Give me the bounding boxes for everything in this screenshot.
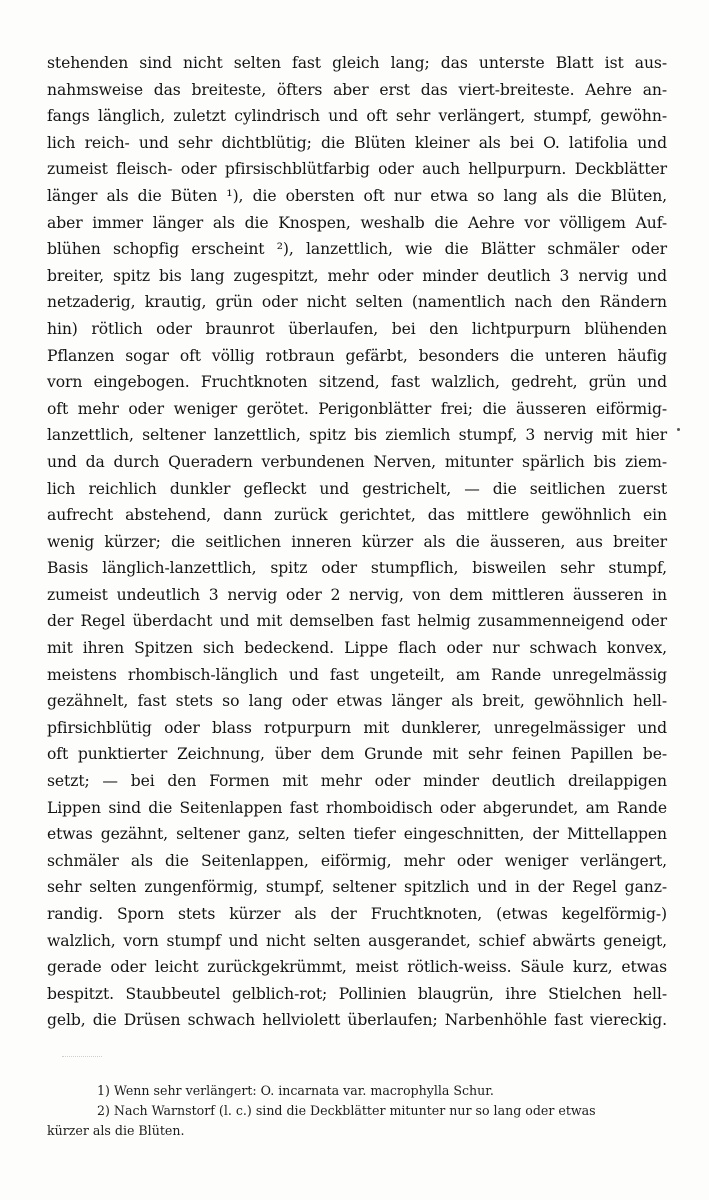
body-text xyxy=(47,50,667,1034)
text-line: oft punktierter Zeichnung, über dem Grunde mit sehr feinen Papillen be- xyxy=(47,745,667,764)
text-line: breiter, spitz bis lang zugespitzt, mehr oder minder deutlich 3 nervig und xyxy=(47,266,667,285)
text-line: bespitzt. Staubbeutel gelblich-rot; Pollinien blaugrün, ihre Stielchen hell- xyxy=(47,984,667,1003)
text-line: randig. Sporn stets kürzer als der Fruchtknoten, (etwas kegelförmig-) xyxy=(47,905,667,923)
text-line: aber immer länger als die Knospen, weshalb die Aehre vor völligem Auf- xyxy=(47,213,667,232)
text-line: lich reichlich dunkler gefleckt und gestrichelt, — die seitlichen zuerst xyxy=(47,479,667,498)
text-line: Pflanzen sogar oft völlig rotbraun gefärbt, besonders die unteren häufig xyxy=(47,346,667,365)
text-line: nahmsweise das breiteste, öfters aber erst das viert-breiteste. Aehre an- xyxy=(47,80,667,99)
text-line: hin) rötlich oder braunrot überlaufen, bei den lichtpurpurn blühenden xyxy=(47,319,667,338)
text-line: der Regel überdacht und mit demselben fast helmig zusammenneigend oder xyxy=(47,612,667,631)
text-line: und da durch Queradern verbundenen Nerven, mitunter spärlich bis ziem- xyxy=(47,452,667,471)
text-line: blühen schopfig erscheint ²), lanzettlich, wie die Blätter schmäler oder xyxy=(47,240,667,259)
footnote-1: 1) Wenn sehr verlängert: O. incarnata var. macrophylla Schur. xyxy=(97,1083,494,1098)
footnote-2-continued: kürzer als die Blüten. xyxy=(47,1123,185,1138)
text-line: wenig kürzer; die seitlichen inneren kürzer als die äusseren, aus breiter xyxy=(47,532,667,551)
text-line: sehr selten zungenförmig, stumpf, seltener spitzlich und in der Regel ganz- xyxy=(47,878,667,897)
text-line: Basis länglich-lanzettlich, spitz oder stumpflich, bisweilen sehr stumpf, xyxy=(47,559,667,578)
text-line: lich reich- und sehr dichtblütig; die Blüten kleiner als bei O. latifolia und xyxy=(47,133,667,152)
separator xyxy=(62,1056,102,1059)
text-line: länger als die Büten ¹), die obersten oft nur etwa so lang als die Blüten, xyxy=(47,186,667,205)
footnotes xyxy=(47,1081,697,1141)
text-line: vorn eingebogen. Fruchtknoten sitzend, fast walzlich, gedreht, grün und xyxy=(47,373,667,392)
text-line: schmäler als die Seitenlappen, eiförmig, mehr oder weniger verlängert, xyxy=(47,851,667,870)
text-line: setzt; — bei den Formen mit mehr oder minder deutlich dreilappigen xyxy=(47,772,667,791)
text-line: oft mehr oder weniger gerötet. Perigonblätter frei; die äusseren eiförmig- xyxy=(47,399,667,418)
text-line: etwas gezähnt, seltener ganz, selten tiefer eingeschnitten, der Mittellappen xyxy=(47,825,667,844)
text-line: gelb, die Drüsen schwach hellviolett überlaufen; Narbenhöhle fast viereckig. xyxy=(47,1011,667,1030)
text-line: walzlich, vorn stumpf und nicht selten ausgerandet, schief abwärts geneigt, xyxy=(47,931,667,950)
text-line: meistens rhombisch-länglich und fast ungeteilt, am Rande unregelmässig xyxy=(47,665,667,684)
text-line: stehenden sind nicht selten fast gleich lang; das unterste Blatt ist aus- xyxy=(47,54,667,72)
text-line: lanzettlich, seltener lanzettlich, spitz bis ziemlich stumpf, 3 nervig mit hier xyxy=(47,426,667,445)
text-line: fangs länglich, zuletzt cylindrisch und oft sehr verlängert, stumpf, gewöhn- xyxy=(47,107,667,126)
text-line: Lippen sind die Seitenlappen fast rhomboidisch oder abgerundet, am Rande xyxy=(47,798,667,817)
text-line: mit ihren Spitzen sich bedeckend. Lippe flach oder nur schwach konvex, xyxy=(47,639,667,658)
margin-mark xyxy=(677,428,680,431)
text-line: zumeist undeutlich 3 nervig oder 2 nervig, von dem mittleren äusseren in xyxy=(47,585,667,604)
text-line: aufrecht abstehend, dann zurück gerichtet, das mittlere gewöhnlich ein xyxy=(47,506,667,525)
text-line: zumeist fleisch- oder pfirsischblütfarbig oder auch hellpurpurn. Deckblätter xyxy=(47,160,667,179)
text-line: gerade oder leicht zurückgekrümmt, meist rötlich-weiss. Säule kurz, etwas xyxy=(47,958,667,977)
text-line: netzaderig, krautig, grün oder nicht selten (namentlich nach den Rändern xyxy=(47,293,667,312)
footnote-2: 2) Nach Warnstorf (l. c.) sind die Deckblätter mitunter nur so lang oder etwas xyxy=(97,1103,596,1118)
text-line: gezähnelt, fast stets so lang oder etwas länger als breit, gewöhnlich hell- xyxy=(47,692,667,711)
text-line: pfirsichblütig oder blass rotpurpurn mit dunklerer, unregelmässiger und xyxy=(47,718,667,737)
